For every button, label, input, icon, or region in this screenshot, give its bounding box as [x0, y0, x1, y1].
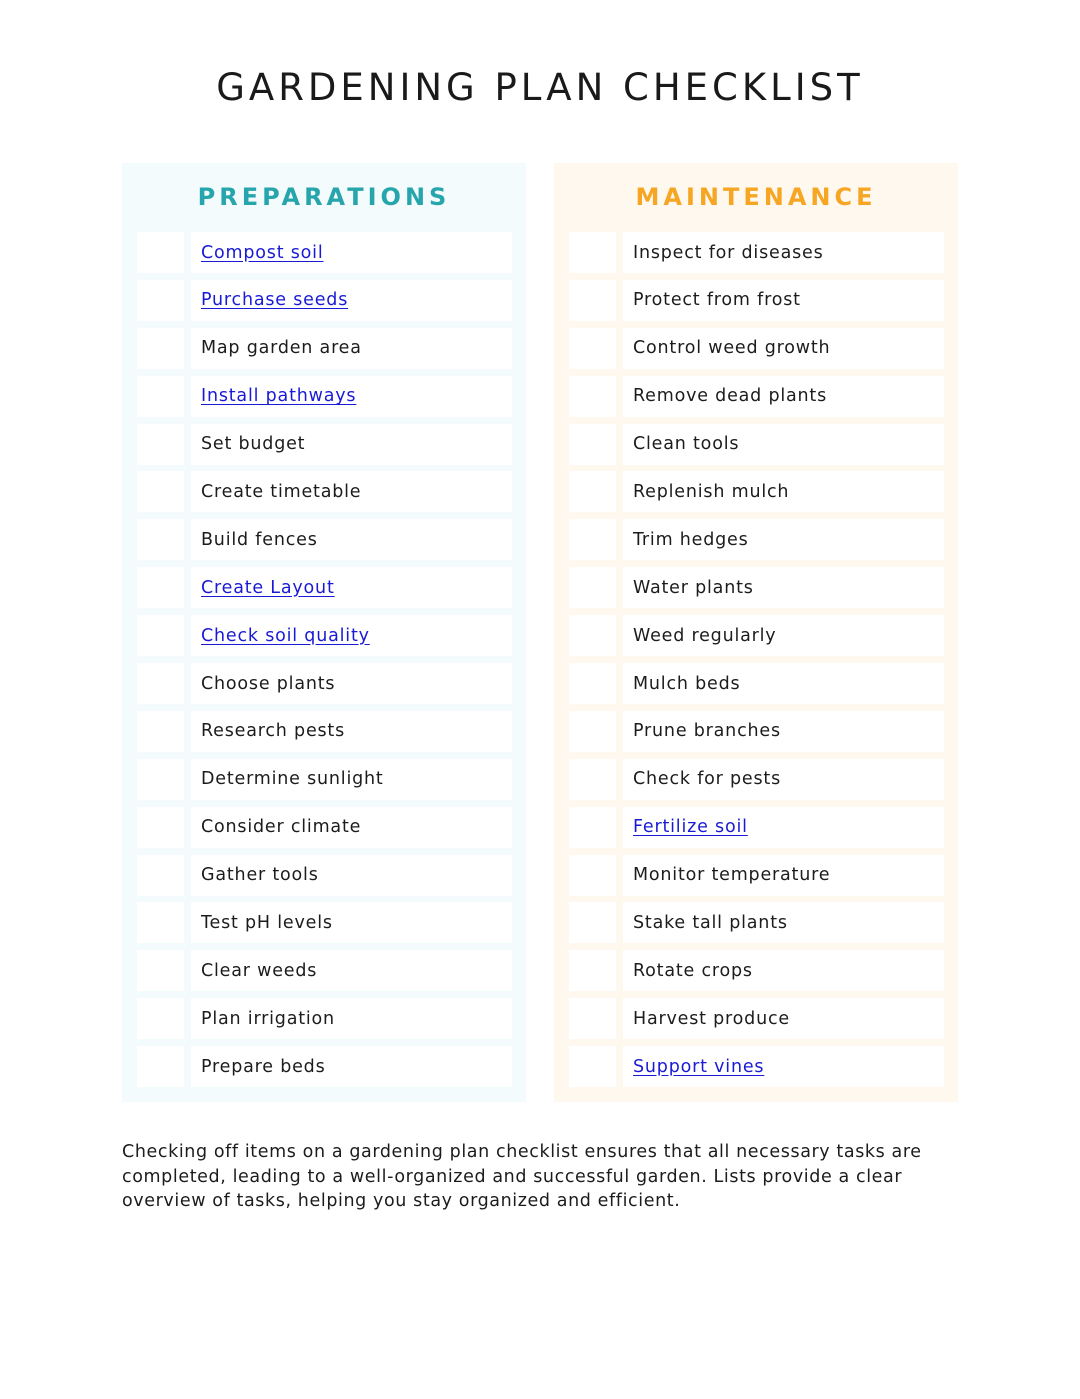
item-label: Check for pests — [633, 769, 781, 790]
item-label: Set budget — [201, 434, 306, 455]
checkbox[interactable] — [569, 471, 616, 512]
item-label: Control weed growth — [633, 338, 831, 359]
item-box — [191, 950, 512, 991]
checkbox[interactable] — [569, 328, 616, 369]
checkbox[interactable] — [137, 950, 184, 991]
checkbox[interactable] — [569, 950, 616, 991]
checkbox[interactable] — [137, 615, 184, 656]
checkbox[interactable] — [569, 1046, 616, 1087]
checklist-row — [569, 710, 944, 758]
maintenance-heading: MAINTENANCE — [635, 183, 877, 211]
checkbox[interactable] — [137, 663, 184, 704]
item-label: Rotate crops — [633, 960, 753, 981]
preparations-panel — [122, 163, 526, 1102]
checkbox[interactable] — [137, 807, 184, 848]
item-label: Clean tools — [633, 434, 740, 455]
checkbox[interactable] — [137, 759, 184, 800]
checklist-row — [137, 470, 512, 518]
item-box — [623, 663, 944, 704]
checkbox[interactable] — [137, 855, 184, 896]
item-link[interactable]: Check soil quality — [201, 625, 370, 646]
item-box — [191, 663, 512, 704]
item-label: Research pests — [201, 721, 346, 742]
item-label: Inspect for diseases — [633, 242, 824, 263]
checkbox[interactable] — [137, 998, 184, 1039]
checklist-row — [569, 949, 944, 997]
checklist-row — [137, 997, 512, 1045]
item-label: Consider climate — [201, 817, 362, 838]
item-box — [623, 376, 944, 417]
checkbox[interactable] — [569, 280, 616, 321]
item-label: Mulch beds — [633, 673, 741, 694]
checklist-row — [569, 566, 944, 614]
checklist-row — [569, 279, 944, 327]
checkbox[interactable] — [569, 807, 616, 848]
item-box — [623, 567, 944, 608]
item-box — [191, 376, 512, 417]
checklist-row — [137, 327, 512, 375]
item-label: Monitor temperature — [633, 865, 831, 886]
item-box — [191, 519, 512, 560]
item-box — [623, 1046, 944, 1087]
checklist-row — [137, 614, 512, 662]
item-box — [623, 902, 944, 943]
item-label: Remove dead plants — [633, 386, 828, 407]
checkbox[interactable] — [137, 471, 184, 512]
item-label: Replenish mulch — [633, 481, 790, 502]
checkbox[interactable] — [569, 711, 616, 752]
item-box — [623, 424, 944, 465]
item-label: Create timetable — [201, 481, 362, 502]
checklist-row — [569, 614, 944, 662]
item-link[interactable]: Fertilize soil — [633, 817, 748, 838]
item-link[interactable]: Install pathways — [201, 386, 357, 407]
checklist-row — [137, 806, 512, 854]
item-box — [191, 759, 512, 800]
checklist-row — [569, 758, 944, 806]
item-link[interactable]: Purchase seeds — [201, 290, 349, 311]
item-box — [191, 424, 512, 465]
item-label: Test pH levels — [201, 912, 333, 933]
item-label: Stake tall plants — [633, 912, 788, 933]
checkbox[interactable] — [137, 1046, 184, 1087]
checklist-row — [137, 279, 512, 327]
item-box — [191, 280, 512, 321]
checkbox[interactable] — [569, 376, 616, 417]
item-box — [623, 328, 944, 369]
item-label: Protect from frost — [633, 290, 801, 311]
item-box — [191, 232, 512, 273]
item-label: Plan irrigation — [201, 1008, 335, 1029]
checklist-row — [137, 710, 512, 758]
maintenance-list — [569, 231, 944, 1093]
item-box — [191, 998, 512, 1039]
checkbox[interactable] — [137, 232, 184, 273]
checklist-row — [569, 997, 944, 1045]
item-label: Determine sunlight — [201, 769, 384, 790]
checklist-row — [569, 470, 944, 518]
item-box — [191, 328, 512, 369]
item-box — [623, 950, 944, 991]
item-box — [623, 807, 944, 848]
checkbox[interactable] — [137, 328, 184, 369]
checkbox[interactable] — [137, 902, 184, 943]
checklist-row — [569, 901, 944, 949]
item-box — [623, 759, 944, 800]
checkbox[interactable] — [569, 615, 616, 656]
item-link[interactable]: Create Layout — [201, 577, 335, 598]
item-label: Gather tools — [201, 865, 319, 886]
item-box — [191, 711, 512, 752]
checkbox[interactable] — [137, 567, 184, 608]
checkbox[interactable] — [569, 902, 616, 943]
item-box — [623, 615, 944, 656]
checkbox[interactable] — [569, 998, 616, 1039]
item-label: Build fences — [201, 529, 318, 550]
item-box — [191, 1046, 512, 1087]
item-label: Water plants — [633, 577, 754, 598]
page-title: GARDENING PLAN CHECKLIST — [216, 66, 864, 109]
checkbox[interactable] — [137, 376, 184, 417]
item-label: Trim hedges — [633, 529, 749, 550]
checkbox[interactable] — [569, 759, 616, 800]
checkbox[interactable] — [137, 424, 184, 465]
item-box — [191, 615, 512, 656]
item-label: Choose plants — [201, 673, 336, 694]
checklist-row — [137, 758, 512, 806]
item-box — [623, 280, 944, 321]
footer-note: Checking off items on a gardening plan checklist ensures that all necessary tasks are completed, leading to a well-organized and successful garden. Lists provide a clear overview of tasks, helping you stay organized and efficient. — [122, 1142, 922, 1211]
checklist-row — [137, 1045, 512, 1093]
checkbox[interactable] — [569, 663, 616, 704]
checklist-row — [137, 518, 512, 566]
item-box — [623, 232, 944, 273]
checklist-row — [569, 1045, 944, 1093]
checklist-row — [137, 662, 512, 710]
item-box — [191, 807, 512, 848]
checklist-row — [137, 231, 512, 279]
checklist-row — [569, 662, 944, 710]
item-label: Harvest produce — [633, 1008, 790, 1029]
checkbox[interactable] — [137, 519, 184, 560]
item-box — [623, 711, 944, 752]
checklist-row — [569, 327, 944, 375]
item-box — [191, 855, 512, 896]
item-box — [191, 567, 512, 608]
item-link[interactable]: Support vines — [633, 1056, 765, 1077]
checkbox[interactable] — [569, 519, 616, 560]
checkbox[interactable] — [569, 567, 616, 608]
preparations-heading: PREPARATIONS — [197, 183, 451, 211]
item-box — [191, 471, 512, 512]
item-box — [191, 902, 512, 943]
checklist-row — [137, 375, 512, 423]
checklist-row — [137, 854, 512, 902]
checklist-row — [569, 854, 944, 902]
item-link[interactable]: Compost soil — [201, 242, 324, 263]
checklist-row — [137, 423, 512, 471]
checkbox[interactable] — [137, 711, 184, 752]
item-box — [623, 855, 944, 896]
checklist-row — [137, 949, 512, 997]
item-box — [623, 998, 944, 1039]
checklist-row — [569, 518, 944, 566]
item-label: Prune branches — [633, 721, 781, 742]
checkbox[interactable] — [137, 280, 184, 321]
item-label: Prepare beds — [201, 1056, 326, 1077]
item-box — [623, 519, 944, 560]
item-label: Map garden area — [201, 338, 362, 359]
checklist-row — [569, 231, 944, 279]
item-label: Weed regularly — [633, 625, 777, 646]
checkbox[interactable] — [569, 232, 616, 273]
checklist-row — [569, 375, 944, 423]
checkbox[interactable] — [569, 424, 616, 465]
item-label: Clear weeds — [201, 960, 318, 981]
item-box — [623, 471, 944, 512]
checkbox[interactable] — [569, 855, 616, 896]
checklist-row — [137, 901, 512, 949]
checklist-row — [569, 423, 944, 471]
checklist-row — [569, 806, 944, 854]
maintenance-panel — [554, 163, 958, 1102]
preparations-list — [137, 231, 512, 1093]
checklist-row — [137, 566, 512, 614]
